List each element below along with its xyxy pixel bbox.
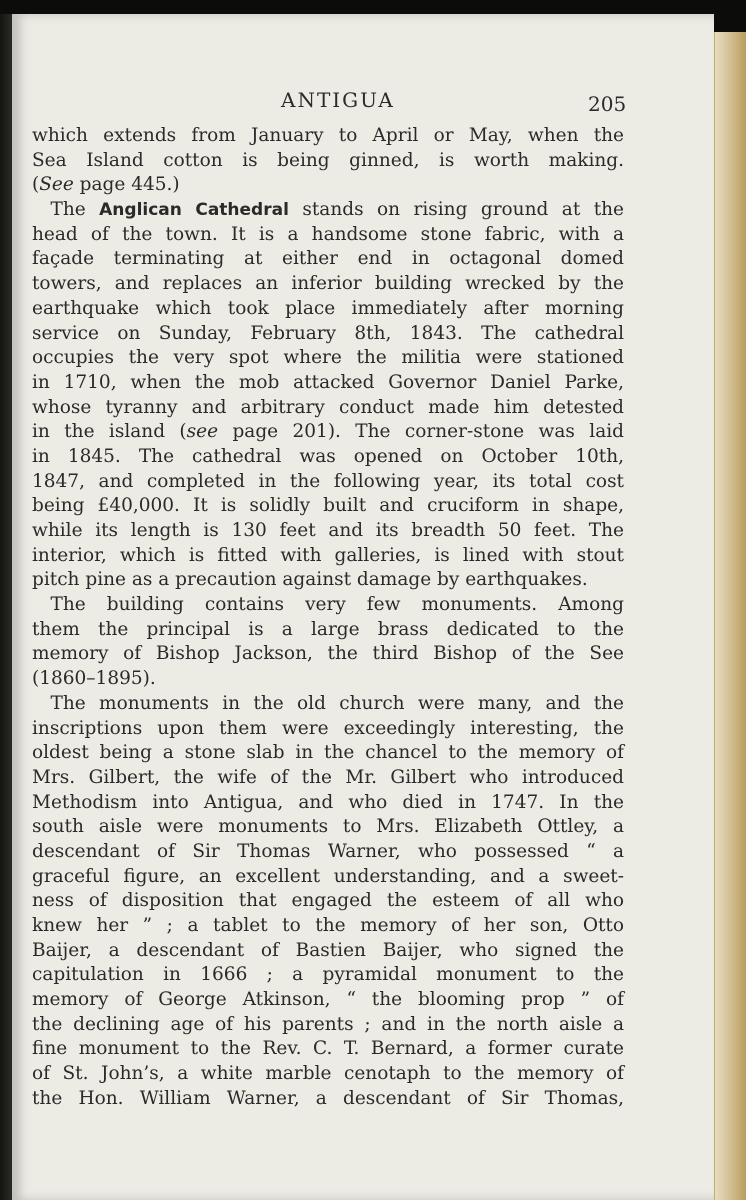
text-line [32,371,624,396]
text-line-content: which extends from January to April or May, when the [32,125,624,146]
text-line [32,568,624,593]
text-line [32,667,624,692]
text-line [32,124,624,149]
text-line [32,198,624,223]
text-line-content: of St. John’s, a white marble cenotaph to the memory of [32,1063,624,1085]
text-line-content: page 445.) [73,174,180,196]
text-line-content: them the principal is a large brass dedicated to the [32,618,624,640]
text-line [32,544,624,569]
text-line-content: while its length is 130 feet and its breadth 50 feet. The [32,520,624,541]
text-line-content: in 1845. The cathedral was opened on October 10th, [32,445,624,467]
text-line-content: stands on rising ground at the [288,199,624,221]
text-line [32,346,624,371]
text-line [32,889,624,914]
text-line-content: Methodism into Antigua, and who died in 1747. In the [32,791,624,813]
text-line [32,988,624,1013]
text-line [32,741,624,766]
text-line [32,420,624,445]
text-line-content: Mrs. Gilbert, the wife of the Mr. Gilbert who introduced [32,766,624,788]
text-line [32,939,624,964]
text-line-content: earthquake which took place immediately after morning [32,297,624,319]
text-line [32,247,624,272]
text-line-content: south aisle were monuments to Mrs. Elizabeth Ottley, a [32,816,624,838]
text-line-content: in 1710, when the mob attacked Governor Daniel Parke, [32,371,624,393]
italic-term: See [39,174,74,196]
text-line-content: ness of disposition that engaged the esteem of all who [32,890,624,912]
text-line [32,914,624,939]
text-line-content: (1860–1895). [32,668,156,690]
page-number: 205 [588,92,627,116]
text-line [32,470,624,495]
text-line-content: Baijer, a descendant of Bastien Baijer, who signed the [32,939,624,961]
text-line-content: The monuments in the old church were many, and the [32,692,624,714]
text-line [32,618,624,643]
text-line [32,173,624,198]
page-surface [12,14,714,1200]
text-line-content: being £40,000. It is solidly built and cruciform in shape, [32,495,624,517]
text-line [32,717,624,742]
text-line-content: descendant of Sir Thomas Warner, who possessed “ a [32,840,624,862]
page-edge-stack [714,32,746,1200]
text-line-content: The building contains very few monuments. Among [32,594,624,616]
text-line [32,1037,624,1062]
text-line-content: pitch pine as a precaution against damage by earthquakes. [32,569,588,591]
text-line-content: the declining age of his parents ; and in the north aisle a [32,1013,624,1035]
text-line [32,445,624,470]
text-line [32,692,624,717]
text-line-content: façade terminating at either end in octagonal domed [32,248,624,270]
text-line-content: whose tyranny and arbitrary conduct made him detested [32,396,624,418]
running-title: ANTIGUA [281,88,395,112]
text-line-content: occupies the very spot where the militia were stationed [32,347,624,369]
text-line [32,840,624,865]
running-header [12,72,714,116]
text-line-content: towers, and replaces an inferior building wrecked by the [32,273,624,295]
text-line-content: fine monument to the Rev. C. T. Bernard, a former curate [32,1038,624,1060]
body-text [32,124,624,1112]
text-line [32,149,624,174]
text-line [32,593,624,618]
text-line-prefix: The [32,199,100,221]
text-line [32,396,624,421]
text-line [32,642,624,667]
text-line-content: Sea Island cotton is being ginned, is worth making. [32,149,624,171]
text-line [32,272,624,297]
text-line-prefix: ( [32,174,40,196]
text-line [32,865,624,890]
text-line-content: memory of George Atkinson, “ the blooming prop ” of [32,989,624,1011]
text-line [32,1087,624,1112]
text-line-content: service on Sunday, February 8th, 1843. The cathedral [32,322,624,344]
text-line-content: oldest being a stone slab in the chancel to the memory of [32,742,624,764]
text-line [32,494,624,519]
text-line-content: capitulation in 1666 ; a pyramidal monument to the [32,964,624,986]
italic-term: see [186,421,219,443]
text-line [32,1013,624,1038]
text-line-content: page 201). The corner-stone was laid [218,421,624,443]
text-line-prefix: in the island ( [32,421,187,443]
text-line [32,1062,624,1087]
text-line [32,766,624,791]
text-line-content: graceful figure, an excellent understanding, and a sweet- [32,865,624,887]
binding-shadow [0,14,12,1200]
text-line-content: interior, which is fitted with galleries, is lined with stout [32,544,624,566]
text-line [32,815,624,840]
text-line-content: memory of Bishop Jackson, the third Bishop of the See [32,643,624,665]
text-line [32,223,624,248]
text-line-content: 1847, and completed in the following year, its total cost [32,470,624,492]
bold-term: Anglican Cathedral [99,200,289,221]
text-line [32,297,624,322]
text-line-content: the Hon. William Warner, a descendant of Sir Thomas, [32,1087,624,1109]
text-line [32,791,624,816]
text-line-content: knew her ” ; a tablet to the memory of her son, Otto [32,915,624,936]
text-line [32,519,624,544]
text-line-content: inscriptions upon them were exceedingly interesting, the [32,717,624,739]
text-line [32,322,624,347]
text-line-content: head of the town. It is a handsome stone fabric, with a [32,223,624,245]
text-line [32,963,624,988]
